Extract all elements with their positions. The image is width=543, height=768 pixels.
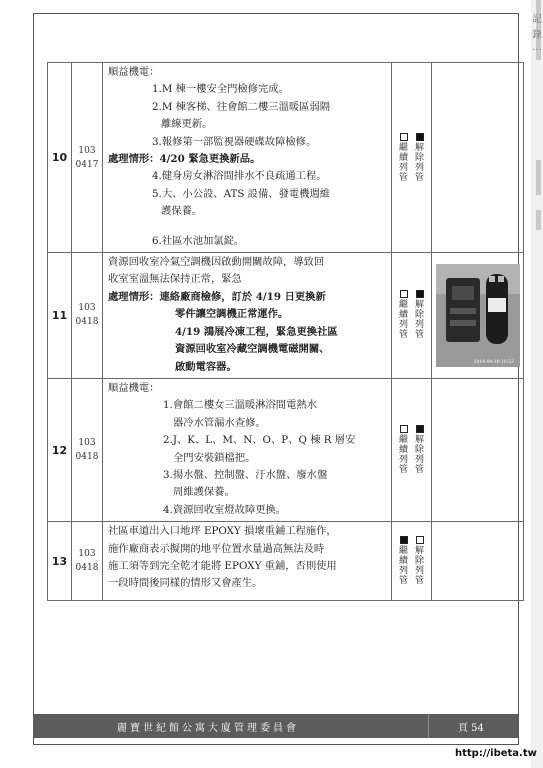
status-label-remove: 管 [414, 465, 424, 476]
status-label-continue: 續 [398, 445, 408, 456]
continue-checkbox [400, 133, 408, 141]
status-label-remove: 列 [414, 162, 424, 173]
continue-checkbox [400, 290, 408, 298]
status-label-remove: 列 [414, 455, 424, 466]
description-line: 順益機電： [108, 66, 160, 78]
status-label-remove: 解 [414, 142, 424, 153]
photo-cell [432, 253, 524, 379]
status-cell [392, 378, 432, 521]
description-line: 護保養。 [161, 205, 203, 218]
date-year: 103 [78, 438, 96, 449]
item-description [103, 63, 392, 253]
date-year: 103 [78, 145, 96, 156]
status-cell [392, 253, 432, 379]
date-year: 103 [78, 549, 96, 560]
description-line: 3.報修第一部監視器硬碟故障檢修。 [152, 135, 317, 148]
description-line: 零件讓空調機正常運作。 [175, 308, 289, 321]
remove-checkbox [416, 133, 424, 141]
item-number: 10 [48, 63, 72, 253]
description-line: 1.M 棟一樓安全門檢修完成。 [152, 83, 289, 96]
status-label-continue: 繼 [398, 300, 408, 311]
description-line: 施作廠商表示擬開的地平位置水量過高無法及時 [108, 542, 325, 555]
status-label-continue: 管 [398, 330, 408, 341]
continue-checkbox [400, 536, 408, 544]
status-label-continue: 列 [398, 162, 408, 173]
item-description [103, 378, 392, 521]
description-line: 順益機電： [108, 381, 160, 394]
equipment-photo [436, 264, 520, 367]
description-line: 一段時間後同樣的情形又會產生。 [108, 577, 263, 590]
status-label-continue: 續 [398, 152, 408, 163]
status-cell [392, 522, 432, 601]
status-label-continue: 繼 [398, 142, 408, 153]
status-cell [392, 63, 432, 253]
table-row [48, 378, 524, 521]
continue-checkbox [400, 425, 408, 433]
maintenance-log-table [47, 62, 524, 601]
status-label-continue: 繼 [398, 546, 408, 557]
date-year: 103 [78, 303, 96, 314]
status-label-remove: 管 [414, 576, 424, 587]
item-number: 11 [48, 253, 72, 379]
status-label-remove: 除 [414, 310, 424, 321]
footer-title: 麗寶世紀館公寓大廈管理委員會 [117, 723, 299, 734]
margin-mark: … [532, 42, 542, 53]
status-label-remove: 管 [414, 172, 424, 183]
status-label-remove: 解 [414, 435, 424, 446]
date-month-day: 0418 [75, 317, 99, 328]
status-label-continue: 管 [398, 172, 408, 183]
line-gap [108, 221, 389, 233]
remove-checkbox [416, 536, 424, 544]
status-label-continue: 繼 [398, 435, 408, 446]
photo-cell [432, 378, 524, 521]
page-number: 頁 54 [458, 723, 484, 734]
description-line: 收室室溫無法保持正常，緊急 [108, 273, 242, 286]
status-label-remove: 解 [414, 546, 424, 557]
binding-edge-mark [536, 160, 541, 195]
item-date [72, 253, 103, 379]
description-line: 社區車道出入口地坪 EPOXY 損壞重鋪工程施作， [108, 525, 337, 538]
footer-divider [428, 714, 429, 738]
status-label-continue: 管 [398, 465, 408, 476]
table-row [48, 522, 524, 601]
item-date [72, 63, 103, 253]
description-line: 資源回收室冷氣空調機因啟動開關故障，導致回 [108, 256, 325, 269]
remove-checkbox [416, 290, 424, 298]
item-description [103, 253, 392, 379]
description-line: 2.J、K、L、M、N、O、P、Q 棟 R 層安 [163, 434, 356, 447]
date-month-day: 0418 [75, 563, 99, 574]
status-label-remove: 除 [414, 445, 424, 456]
description-line: 5.大、小公設、ATS 設備、發電機週維 [152, 187, 331, 200]
status-label-remove: 管 [414, 330, 424, 341]
watermark: http://ibeta.tw [455, 748, 537, 759]
status-label-continue: 列 [398, 566, 408, 577]
photo-cell [432, 522, 524, 601]
scan-right-edge [531, 0, 543, 768]
item-number: 13 [48, 522, 72, 601]
description-line: 全門安裝鎖檔把。 [173, 451, 256, 464]
photo-cell [432, 63, 524, 253]
description-line: 啟動電容器。 [175, 360, 237, 373]
remove-checkbox [416, 425, 424, 433]
status-label-continue: 管 [398, 576, 408, 587]
item-description [103, 522, 392, 601]
item-number: 12 [48, 378, 72, 521]
description-line: 資源回收室冷藏空調機電磁開關、 [175, 343, 330, 356]
description-line: 周維護保養。 [173, 486, 235, 499]
page-footer [33, 714, 518, 738]
description-line: 施工須等到完全乾才能將 EPOXY 重鋪，否則使用 [108, 559, 337, 572]
margin-mark: 錄 [532, 30, 542, 41]
item-date [72, 378, 103, 521]
date-month-day: 0418 [75, 452, 99, 463]
binding-edge-mark [536, 210, 541, 230]
description-line: 處理情形：連絡廠商檢修，訂於 4/19 日更換新 [108, 290, 326, 303]
table-row [48, 253, 524, 379]
item-date [72, 522, 103, 601]
photo-timestamp: 2014-04-19 10:52 [473, 359, 514, 365]
description-line: 2.M 棟客梯、往會館二樓三溫暖區弱隔 [152, 100, 331, 113]
description-line: 4/19 鴻展冷凍工程，緊急更換社區 [175, 325, 338, 338]
status-label-continue: 續 [398, 556, 408, 567]
description-line: 處理情形：4/20 緊急更換新品。 [108, 153, 261, 166]
status-label-remove: 列 [414, 320, 424, 331]
description-line: 6.社區水池加氯錠。 [152, 234, 245, 247]
status-label-continue: 列 [398, 320, 408, 331]
status-label-continue: 列 [398, 455, 408, 466]
status-label-remove: 列 [414, 566, 424, 577]
description-line: 4.資源回收室燈故障更換。 [163, 503, 287, 516]
description-line: 1.會館二樓女三溫暖淋浴間電熱水 [163, 399, 317, 412]
status-label-remove: 除 [414, 152, 424, 163]
status-label-continue: 續 [398, 310, 408, 321]
margin-mark: 記 [532, 14, 542, 25]
status-label-remove: 解 [414, 300, 424, 311]
table-row [48, 63, 524, 253]
date-month-day: 0417 [75, 159, 99, 170]
description-line: 3.揚水盤、控制盤、汙水盤、廢水盤 [163, 468, 328, 481]
description-line: 4.健身房女淋浴間排水不良疏通工程。 [152, 170, 327, 183]
status-label-remove: 除 [414, 556, 424, 567]
description-line: 離線更新。 [161, 118, 213, 131]
description-line: 器冷水管漏水查修。 [173, 416, 266, 429]
